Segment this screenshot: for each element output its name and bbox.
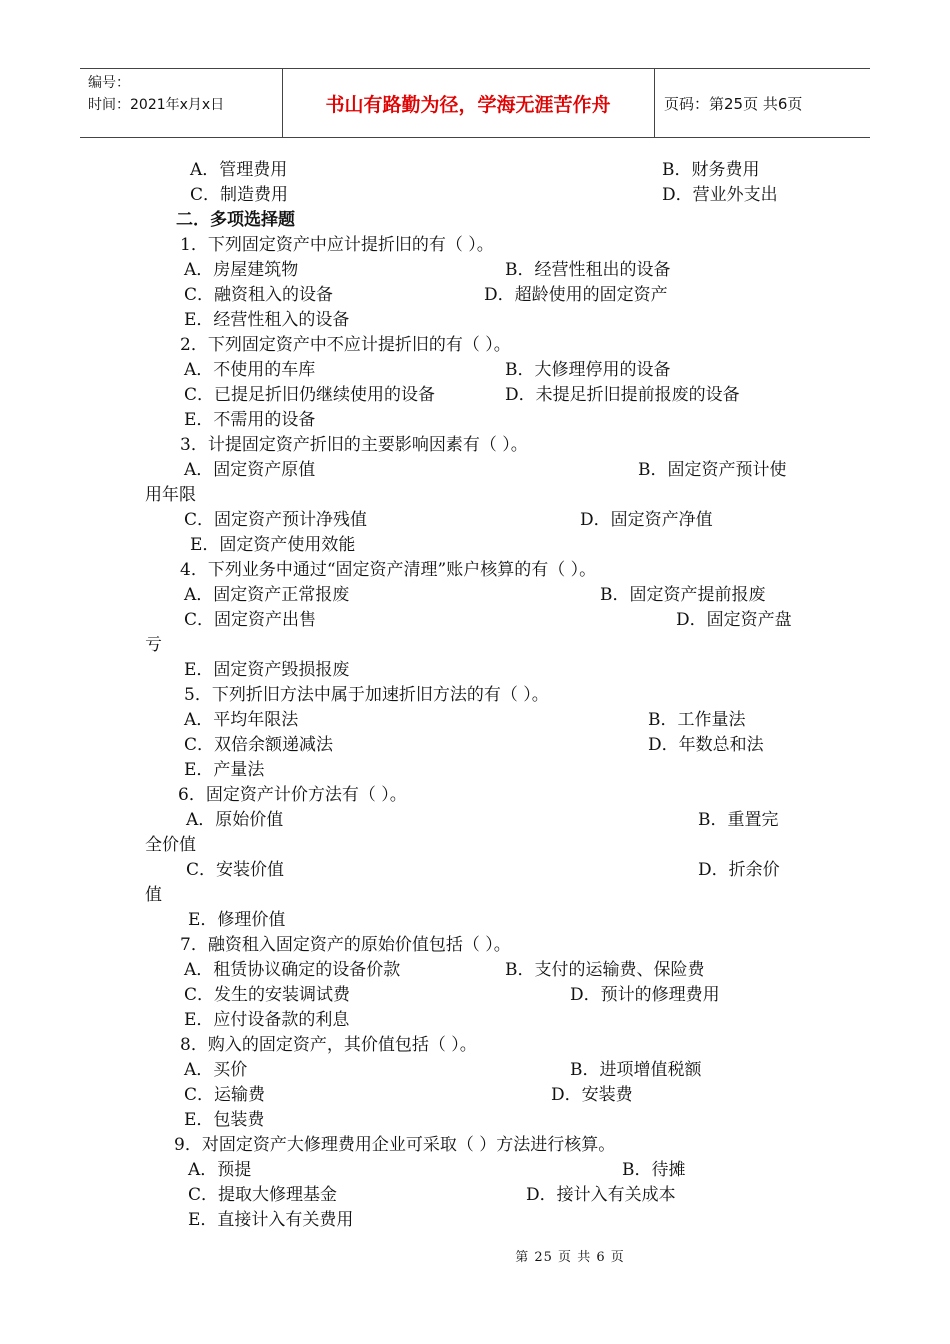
page-footer: 第 25 页 共 6 页 — [515, 1250, 625, 1265]
text-line: A．原始价值 — [186, 810, 284, 830]
text-line: A．房屋建筑物 — [184, 260, 299, 280]
text-line: B．固定资产预计使 — [638, 460, 787, 480]
text-line: 5．下列折旧方法中属于加速折旧方法的有（ ）。 — [184, 685, 549, 705]
text-line: D．预计的修理费用 — [570, 985, 720, 1005]
text-line: E．固定资产毁损报废 — [184, 660, 350, 680]
text-line: B．经营性租出的设备 — [505, 260, 671, 280]
text-line: 3．计提固定资产折旧的主要影响因素有（ ）。 — [180, 435, 528, 455]
text-line: 亏 — [145, 635, 162, 655]
text-line: D．折余价 — [698, 860, 780, 880]
text-line: 6．固定资产计价方法有（ ）。 — [178, 785, 407, 805]
text-line: B．重置完 — [698, 810, 779, 830]
text-line: D．固定资产盘 — [676, 610, 792, 630]
text-line: E．固定资产使用效能 — [190, 535, 356, 555]
text-line: B．支付的运输费、保险费 — [505, 960, 705, 980]
document-code-label: 编号： — [88, 75, 130, 91]
text-line: C．固定资产预计净残值 — [184, 510, 368, 530]
text-line: E．应付设备款的利息 — [184, 1010, 350, 1030]
text-line: D．年数总和法 — [648, 735, 764, 755]
text-line: C．安装价值 — [186, 860, 285, 880]
text-line: 1．下列固定资产中应计提折旧的有（ ）。 — [180, 235, 494, 255]
text-line: B．进项增值税额 — [570, 1060, 702, 1080]
page-header — [80, 68, 870, 138]
text-line: E．包装费 — [184, 1110, 265, 1130]
header-page-info: 页码：第25页 共6页 — [664, 94, 803, 113]
text-line: 2．下列固定资产中不应计提折旧的有（ ）。 — [180, 335, 511, 355]
text-line: C．制造费用 — [190, 185, 289, 205]
text-line: A．平均年限法 — [184, 710, 299, 730]
text-line: C．运输费 — [184, 1085, 266, 1105]
text-line: B．固定资产提前报废 — [600, 585, 766, 605]
text-line: B．工作量法 — [648, 710, 746, 730]
text-line: 4．下列业务中通过“固定资产清理”账户核算的有（ ）。 — [180, 560, 597, 580]
section-heading: 二．多项选择题 — [176, 210, 295, 230]
text-line: E．不需用的设备 — [184, 410, 316, 430]
text-line: A．买价 — [184, 1060, 248, 1080]
text-line: 7．融资租入固定资产的原始价值包括（ ）。 — [180, 935, 511, 955]
header-divider-right — [654, 69, 655, 137]
text-line: 8．购入的固定资产，其价值包括（ ）。 — [180, 1035, 477, 1055]
text-line: C．已提足折旧仍继续使用的设备 — [184, 385, 436, 405]
header-motto: 书山有路勤为径，学海无涯苦作舟 — [325, 93, 611, 116]
text-line: B．财务费用 — [662, 160, 760, 180]
text-line: E．经营性租入的设备 — [184, 310, 350, 330]
text-line: D．超龄使用的固定资产 — [484, 285, 668, 305]
text-line: E．修理价值 — [188, 910, 286, 930]
text-line: 用年限 — [145, 485, 196, 505]
text-line: C．固定资产出售 — [184, 610, 317, 630]
text-line: B．待摊 — [622, 1160, 686, 1180]
document-date: 时间：2021年x月x日 — [88, 97, 225, 113]
text-line: A．固定资产原值 — [184, 460, 316, 480]
text-line: C．发生的安装调试费 — [184, 985, 351, 1005]
text-line: E．直接计入有关费用 — [188, 1210, 354, 1230]
text-line: D．固定资产净值 — [580, 510, 713, 530]
header-left-info — [88, 72, 224, 116]
text-line: 值 — [145, 885, 162, 905]
text-line: D．接计入有关成本 — [526, 1185, 676, 1205]
text-line: 全价值 — [145, 835, 196, 855]
text-line: D．未提足折旧提前报废的设备 — [505, 385, 740, 405]
text-line: A．管理费用 — [190, 160, 288, 180]
text-line: D．营业外支出 — [662, 185, 778, 205]
text-line: A．预提 — [188, 1160, 252, 1180]
text-line: 9．对固定资产大修理费用企业可采取（ ）方法进行核算。 — [174, 1135, 616, 1155]
text-line: A．不使用的车库 — [184, 360, 316, 380]
text-line: D．安装费 — [551, 1085, 633, 1105]
text-line: A．租赁协议确定的设备价款 — [184, 960, 401, 980]
text-line: A．固定资产正常报废 — [184, 585, 350, 605]
text-line: C．双倍余额递减法 — [184, 735, 334, 755]
text-line: C．提取大修理基金 — [188, 1185, 338, 1205]
text-line: E．产量法 — [184, 760, 265, 780]
text-line: B．大修理停用的设备 — [505, 360, 671, 380]
text-line: C．融资租入的设备 — [184, 285, 334, 305]
